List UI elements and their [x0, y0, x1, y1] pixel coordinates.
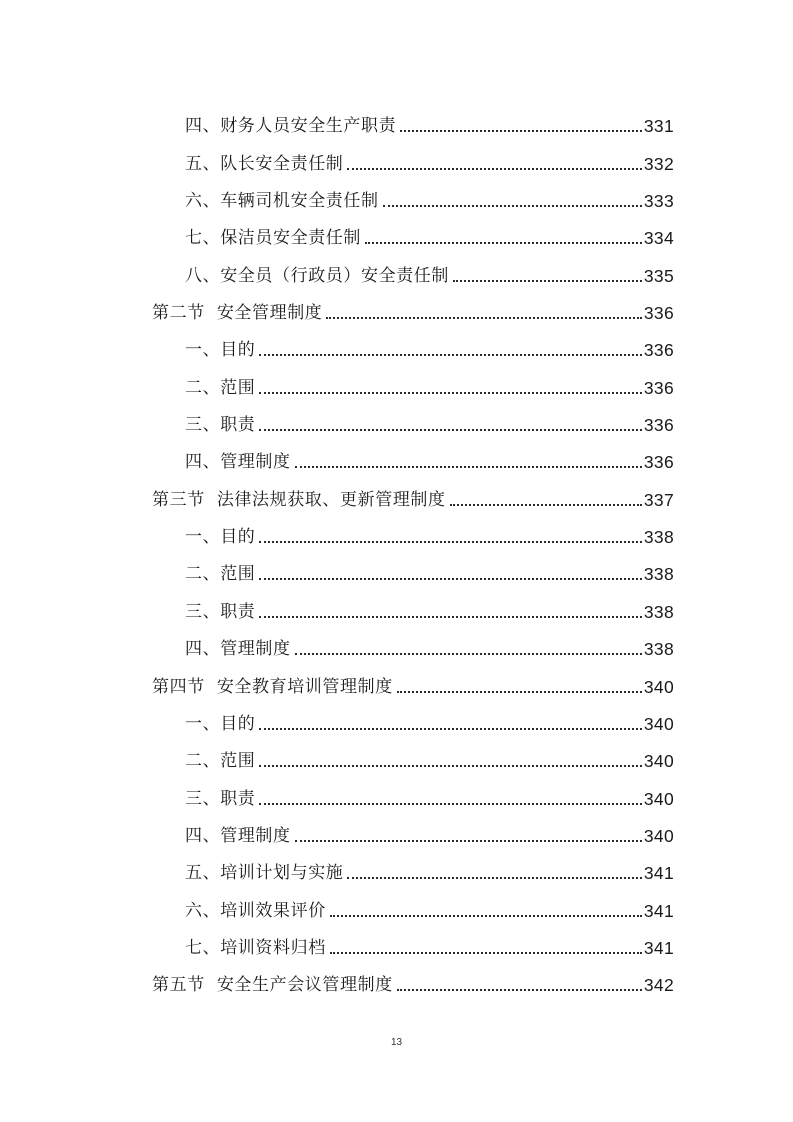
toc-page-number: 340: [643, 825, 674, 846]
dot-leader: [295, 466, 642, 468]
toc-title-text: 五、培训计划与实施: [185, 863, 344, 884]
toc-subsection-entry[interactable]: [0, 250, 793, 287]
toc-page-number: 337: [643, 489, 674, 510]
toc-page-number: 331: [643, 116, 674, 137]
toc-entry-title: [185, 525, 255, 549]
toc-entry-title: [152, 301, 322, 325]
toc-page-number: 336: [643, 340, 674, 361]
toc-page-number: 340: [643, 713, 674, 734]
toc-entry-title: [185, 338, 255, 362]
toc-title-text: 五、队长安全责任制: [185, 153, 344, 174]
toc-title-text: 八、安全员（行政员）安全责任制: [185, 265, 449, 286]
dot-leader: [365, 242, 642, 244]
toc-subsection-entry[interactable]: [0, 624, 793, 661]
toc-page-number: 332: [643, 153, 674, 174]
toc-subsection-entry[interactable]: [0, 773, 793, 810]
toc-page-number: 340: [643, 788, 674, 809]
dot-leader: [259, 728, 641, 730]
toc-title-text: 三、职责: [185, 788, 256, 809]
toc-page-number: 338: [643, 564, 674, 585]
toc-entry-title: [185, 824, 291, 848]
toc-title-text: 四、管理制度: [185, 825, 291, 846]
toc-section-entry[interactable]: [0, 960, 793, 997]
toc-entry-title: [185, 637, 291, 661]
toc-entry-title: [152, 675, 393, 699]
toc-entry-title: [185, 861, 343, 885]
toc-page-number: 338: [643, 527, 674, 548]
dot-leader: [259, 765, 641, 767]
toc-page-number: 341: [643, 900, 674, 921]
toc-subsection-entry[interactable]: [0, 325, 793, 362]
dot-leader: [450, 504, 642, 506]
toc-entry-title: [185, 562, 255, 586]
toc-subsection-entry[interactable]: [0, 586, 793, 623]
toc-entry-title: [152, 973, 393, 997]
dot-leader: [330, 952, 642, 954]
toc-page-number: 333: [643, 191, 674, 212]
dot-leader: [259, 354, 641, 356]
toc-entry-title: [185, 712, 255, 736]
toc-title-text: 二、范围: [185, 564, 256, 585]
toc-entry-title: [185, 189, 379, 213]
toc-subsection-entry[interactable]: [0, 811, 793, 848]
toc-page-number: 334: [643, 228, 674, 249]
toc-entry-title: [185, 376, 255, 400]
dot-leader: [259, 578, 641, 580]
toc-page-number: 342: [643, 975, 674, 996]
toc-entry-title: [152, 488, 446, 512]
toc-page-number: 340: [643, 676, 674, 697]
dot-leader: [397, 691, 642, 693]
toc-page-number: 340: [643, 751, 674, 772]
toc-page-number: 335: [643, 265, 674, 286]
dot-leader: [397, 989, 642, 991]
toc-title-text: 七、培训资料归档: [185, 937, 326, 958]
toc-page-number: 336: [643, 452, 674, 473]
dot-leader: [295, 653, 642, 655]
toc-page-number: 338: [643, 639, 674, 660]
toc-title-text: 二、范围: [185, 377, 256, 398]
dot-leader: [400, 130, 642, 132]
toc-section-label: 第三节: [152, 489, 205, 510]
toc-section-label: 第二节: [152, 303, 205, 324]
toc-subsection-entry[interactable]: [0, 176, 793, 213]
toc-entry-title: [185, 899, 326, 923]
dot-leader: [259, 541, 641, 543]
dot-leader: [347, 168, 641, 170]
dot-leader: [453, 280, 642, 282]
toc-title-text: 法律法规获取、更新管理制度: [216, 489, 446, 510]
dot-leader: [295, 840, 642, 842]
toc-subsection-entry[interactable]: [0, 885, 793, 922]
toc-title-text: 六、车辆司机安全责任制: [185, 191, 379, 212]
toc-title-text: 一、目的: [185, 713, 256, 734]
toc-subsection-entry[interactable]: [0, 138, 793, 175]
dot-leader: [259, 803, 641, 805]
toc-entry-title: [185, 450, 291, 474]
toc-title-text: 一、目的: [185, 340, 256, 361]
dot-leader: [347, 877, 641, 879]
toc-subsection-entry[interactable]: [0, 699, 793, 736]
dot-leader: [259, 392, 641, 394]
toc-title-text: 三、职责: [185, 415, 256, 436]
toc-subsection-entry[interactable]: [0, 512, 793, 549]
toc-entry-title: [185, 226, 361, 250]
dot-leader: [383, 205, 642, 207]
toc-subsection-entry[interactable]: [0, 549, 793, 586]
toc-page-number: 341: [643, 937, 674, 958]
toc-subsection-entry[interactable]: [0, 101, 793, 138]
toc-section-label: 第四节: [152, 676, 205, 697]
toc-page-number: 336: [643, 415, 674, 436]
toc-entry-title: [185, 600, 255, 624]
dot-leader: [330, 915, 642, 917]
toc-subsection-entry[interactable]: [0, 923, 793, 960]
toc-title-text: 安全管理制度: [216, 303, 323, 324]
toc-section-entry[interactable]: [0, 288, 793, 325]
toc-title-text: 二、范围: [185, 751, 256, 772]
toc-title-text: 安全生产会议管理制度: [216, 975, 393, 996]
toc-section-entry[interactable]: [0, 661, 793, 698]
toc-entry-title: [185, 787, 255, 811]
toc-subsection-entry[interactable]: [0, 213, 793, 250]
page-number: 13: [390, 1037, 403, 1048]
toc-subsection-entry[interactable]: [0, 437, 793, 474]
toc-section-label: 第五节: [152, 975, 205, 996]
toc-subsection-entry[interactable]: [0, 848, 793, 885]
toc-title-text: 四、管理制度: [185, 639, 291, 660]
toc-subsection-entry[interactable]: [0, 362, 793, 399]
toc-page-number: 336: [643, 377, 674, 398]
toc-title-text: 六、培训效果评价: [185, 900, 326, 921]
table-of-contents: [0, 101, 793, 997]
toc-title-text: 七、保洁员安全责任制: [185, 228, 361, 249]
toc-entry-title: [185, 152, 343, 176]
toc-subsection-entry[interactable]: [0, 400, 793, 437]
toc-title-text: 安全教育培训管理制度: [216, 676, 393, 697]
toc-subsection-entry[interactable]: [0, 736, 793, 773]
toc-entry-title: [185, 749, 255, 773]
toc-title-text: 一、目的: [185, 527, 256, 548]
toc-section-entry[interactable]: [0, 474, 793, 511]
toc-entry-title: [185, 264, 449, 288]
toc-entry-title: [185, 413, 255, 437]
toc-title-text: 四、财务人员安全生产职责: [185, 116, 397, 137]
dot-leader: [326, 317, 641, 319]
toc-entry-title: [185, 936, 326, 960]
toc-page-number: 338: [643, 601, 674, 622]
toc-entry-title: [185, 114, 396, 138]
toc-page-number: 341: [643, 863, 674, 884]
dot-leader: [259, 429, 641, 431]
toc-title-text: 三、职责: [185, 601, 256, 622]
toc-page-number: 336: [643, 303, 674, 324]
toc-title-text: 四、管理制度: [185, 452, 291, 473]
dot-leader: [259, 616, 641, 618]
